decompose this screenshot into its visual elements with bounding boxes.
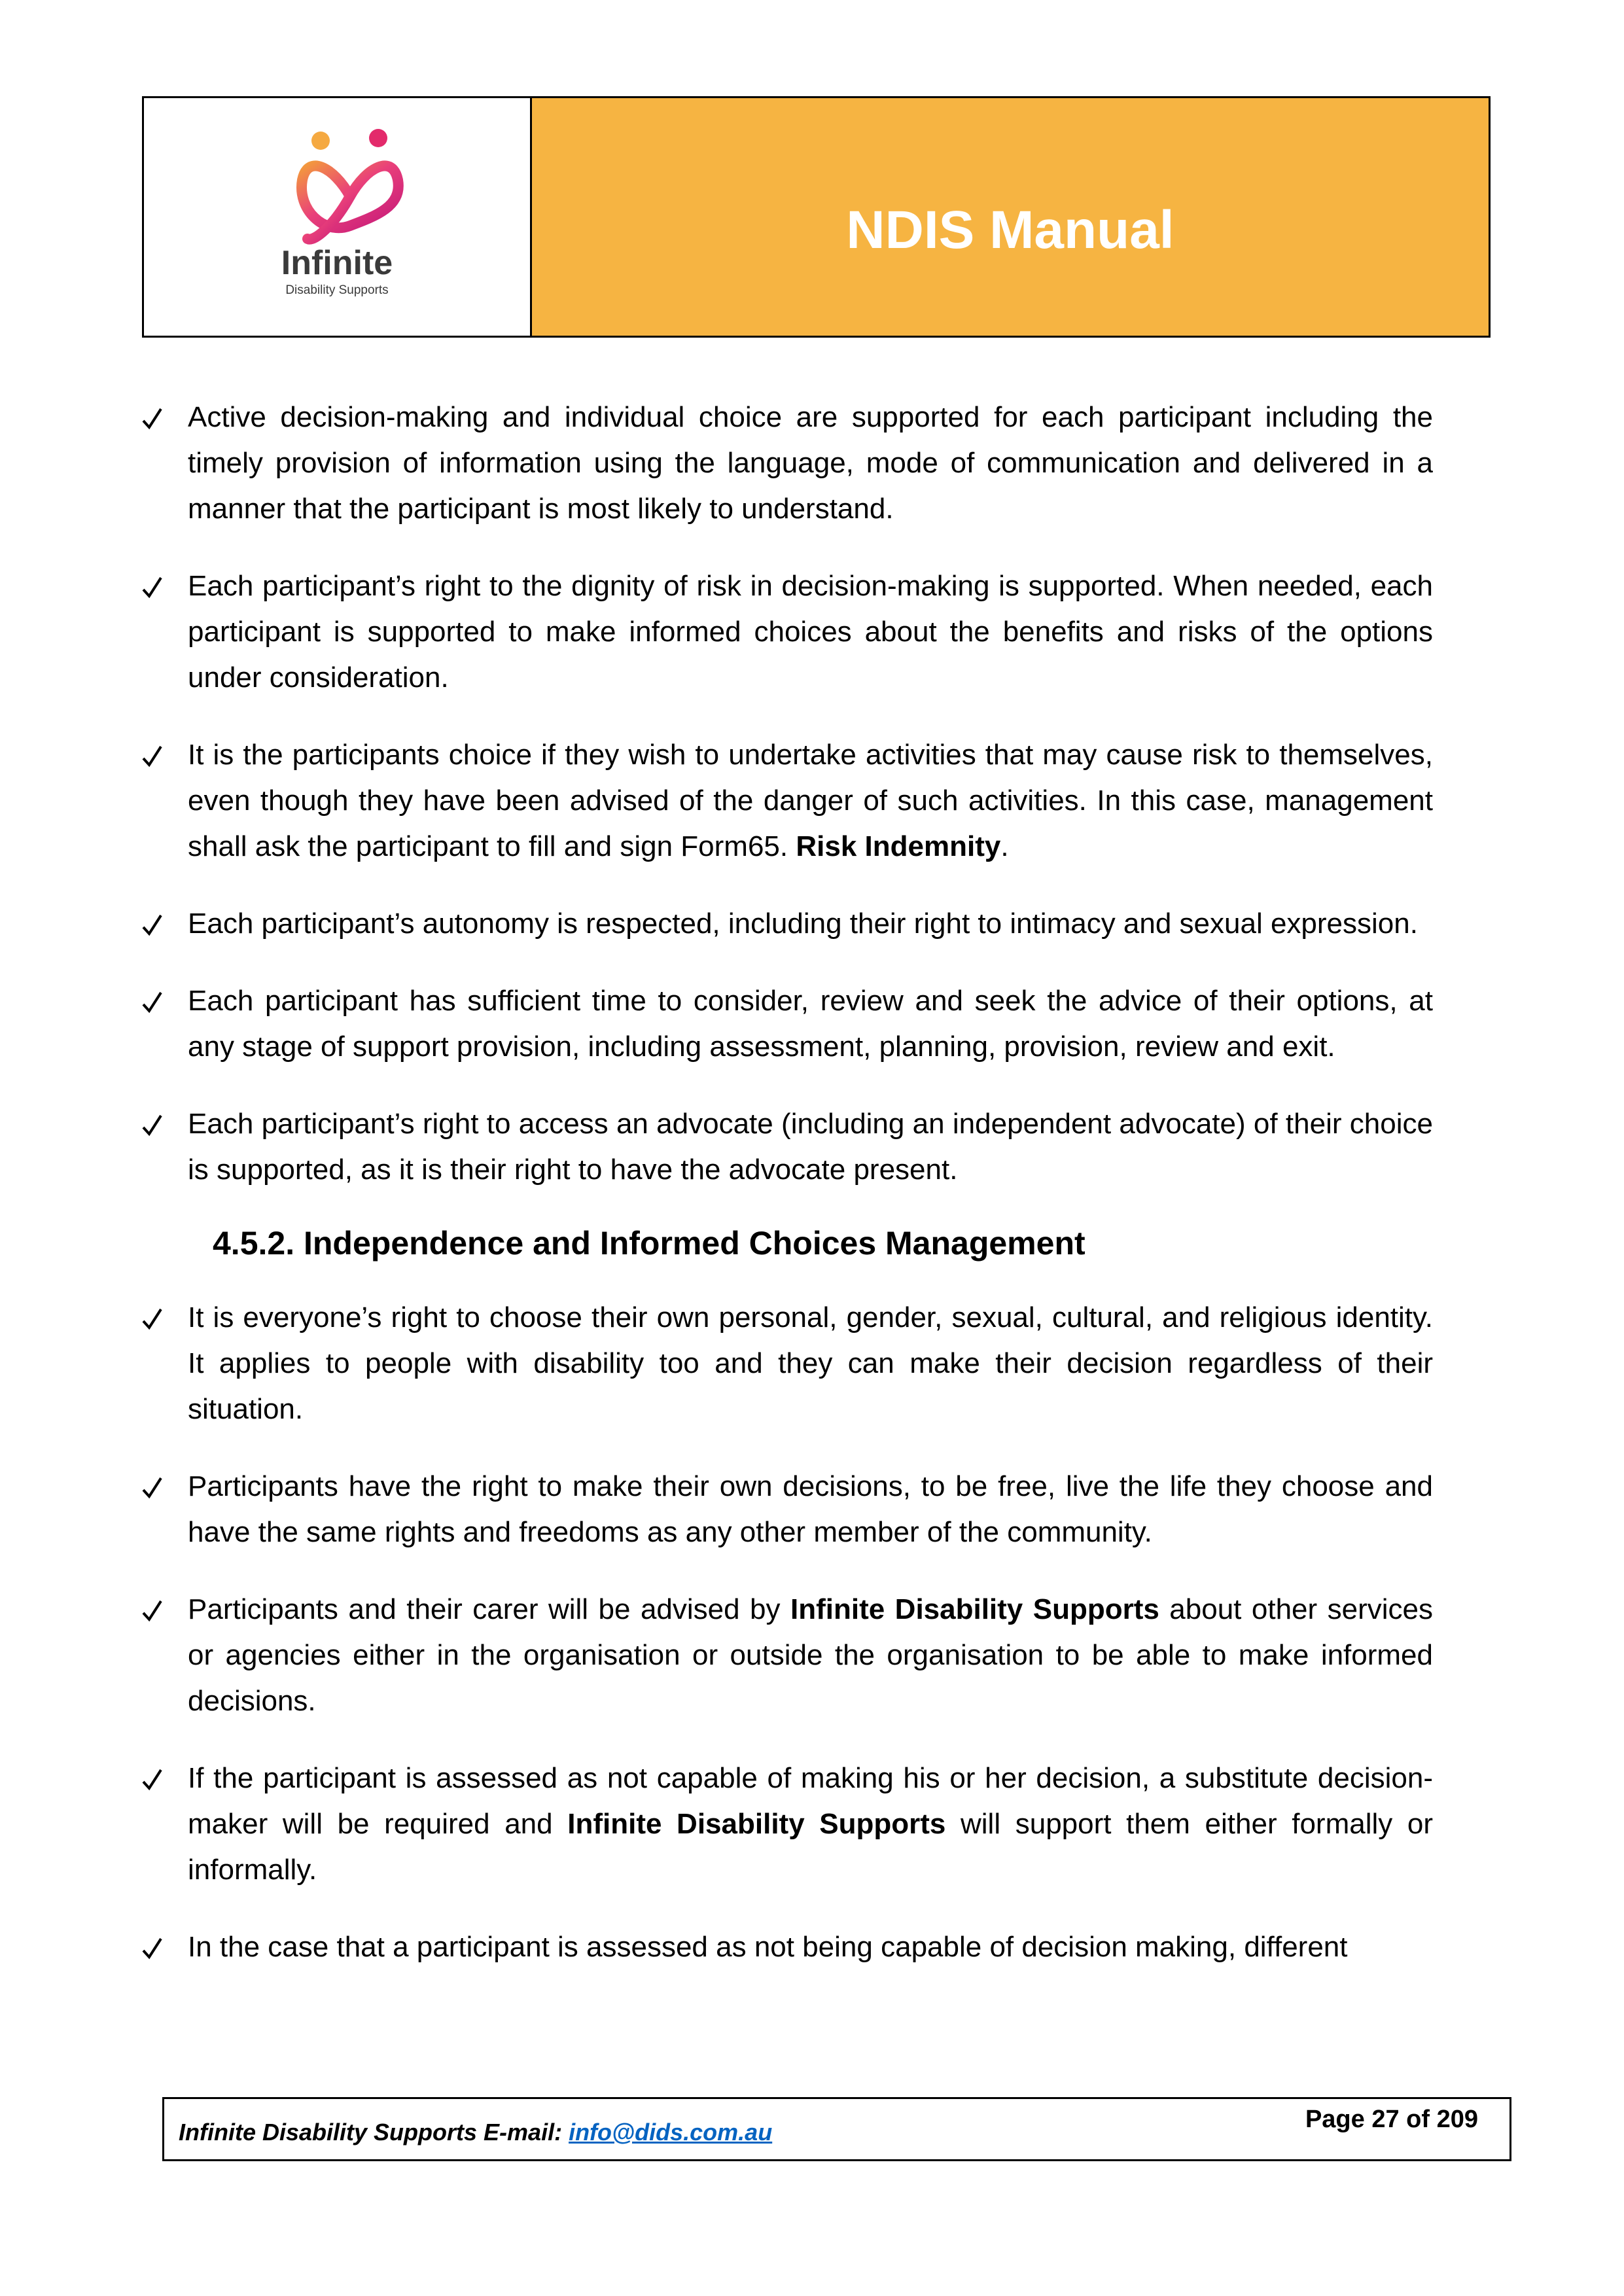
item-bold-text: Infinite Disability Supports — [790, 1593, 1159, 1625]
list-item — [134, 1295, 1433, 1432]
check-icon — [139, 732, 166, 778]
list-item — [134, 978, 1433, 1070]
item-bold-text: Risk Indemnity — [796, 830, 1001, 862]
item-text: Participants have the right to make their own decisions, to be free, live the life they choose and have the same rights and freedoms as any other member of the community. — [188, 1470, 1433, 1548]
item-text: It is everyone’s right to choose their own personal, gender, sexual, cultural, and religious identity. It applies to people with disability too and they can make their decision regardless of their situation. — [188, 1301, 1433, 1425]
page-number: Page 27 of 209 — [1305, 2106, 1478, 2133]
item-text: Active decision-making and individual choice are supported for each participant including the timely provision of information using the language, mode of communication and delivered in a manner that the participant is most likely to understand. — [188, 401, 1433, 525]
list-item — [134, 1924, 1433, 1970]
item-text: It is the participants choice if they wish to undertake activities that may cause risk to themselves, even though they have been advised of the danger of such activities. In this case, management shall ask the participant to fill and sign Form65. — [188, 739, 1433, 862]
list-item — [134, 563, 1433, 701]
page-header — [142, 96, 1491, 338]
list-item — [134, 1756, 1433, 1893]
section-heading: 4.5.2. Independence and Informed Choices Management — [213, 1225, 1086, 1262]
item-text: Each participant’s right to the dignity of risk in decision-making is supported. When needed, each participant is supported to make informed choices about the benefits and risks of the options under consideration. — [188, 570, 1433, 694]
list-item — [134, 901, 1433, 947]
check-icon — [139, 1464, 166, 1510]
logo-cell — [144, 98, 532, 336]
list-item — [134, 1101, 1433, 1193]
check-icon — [139, 1101, 166, 1147]
page-title: NDIS Manual — [846, 200, 1174, 260]
check-icon — [139, 1756, 166, 1801]
item-text: Each participant has sufficient time to consider, review and seek the advice of their options, at any stage of support provision, including assessment, planning, provision, review and exit. — [188, 985, 1433, 1063]
title-banner — [532, 98, 1489, 336]
item-bold-text: Infinite Disability Supports — [567, 1808, 946, 1840]
footer-company-label: Infinite Disability Supports E-mail: — [179, 2119, 569, 2146]
logo-subtitle: Disability Supports — [285, 283, 389, 297]
check-icon — [139, 1924, 166, 1970]
item-text: In the case that a participant is assessed as not being capable of decision making, different — [188, 1931, 1348, 1963]
item-text: Each participant’s right to access an advocate (including an independent advocate) of their choice is supported, as it is their right to have the advocate present. — [188, 1108, 1433, 1186]
item-text: Each participant’s autonomy is respected, including their right to intimacy and sexual expression. — [188, 908, 1418, 940]
logo-name: Infinite — [281, 244, 393, 282]
list-item — [134, 1587, 1433, 1724]
footer-company — [179, 2119, 772, 2146]
check-icon — [139, 978, 166, 1024]
check-icon — [139, 563, 166, 609]
item-text-end: about other services or agencies either in the organisation or outside the organisation to be able to make informed decisions. — [188, 1593, 1433, 1717]
email-link[interactable]: info@dids.com.au — [569, 2119, 773, 2146]
check-icon — [139, 1587, 166, 1633]
item-text-end: will support them either formally or informally. — [188, 1808, 1433, 1886]
list-item — [134, 732, 1433, 870]
page-footer — [162, 2097, 1511, 2161]
list-item — [134, 1464, 1433, 1555]
check-icon — [139, 901, 166, 947]
item-text: Participants and their carer will be advised by — [188, 1593, 790, 1625]
list-item — [134, 395, 1433, 532]
document-body — [134, 395, 1433, 1970]
item-text-end: . — [1000, 830, 1009, 862]
check-icon — [139, 395, 166, 440]
item-text: If the participant is assessed as not capable of making his or her decision, a substitute decision-maker will be required and — [188, 1762, 1433, 1840]
check-icon — [139, 1295, 166, 1341]
